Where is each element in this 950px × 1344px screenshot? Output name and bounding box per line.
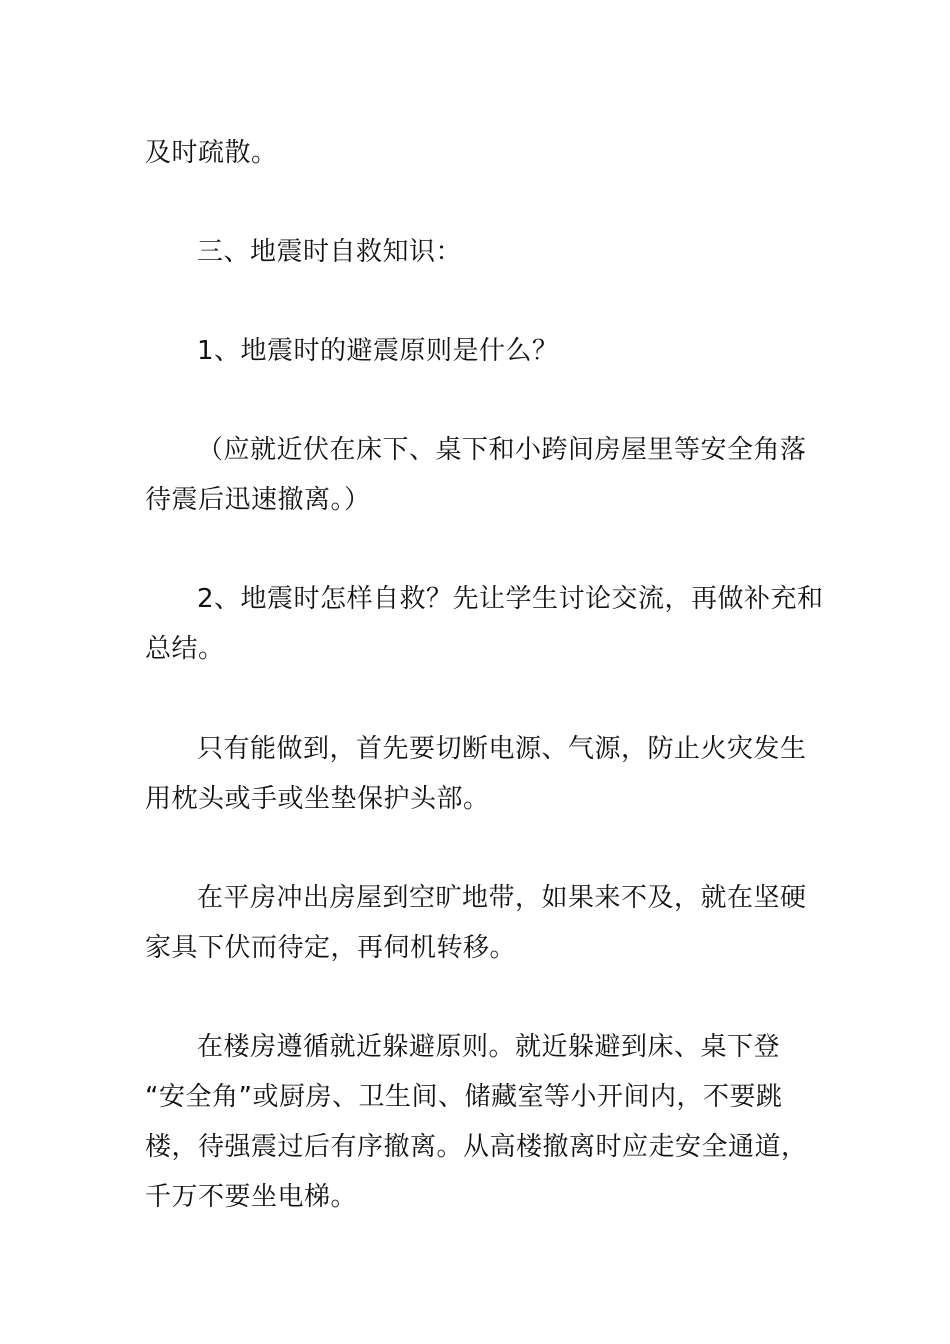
text-line: 千万不要坐电梯。 [145, 1182, 358, 1212]
text-line: 楼，待强震过后有序撤离。从高楼撤离时应走安全通道， [145, 1132, 808, 1162]
text-line: 用枕头或手或坐垫保护头部。 [145, 784, 490, 814]
question-heading: 1、地震时的避震原则是什么？ [197, 336, 559, 366]
text-line: 在楼房遵循就近躲避原则。就近躲避到床、桌下登 [197, 1032, 781, 1062]
text-line: 只有能做到，首先要切断电源、气源，防止火灾发生 [197, 734, 807, 764]
text-line: 待震后迅速撤离。） [145, 485, 371, 515]
text-line: 在平房冲出房屋到空旷地带，如果来不及，就在坚硬 [197, 883, 807, 913]
question-heading: 2、地震时怎样自救？先让学生讨论交流，再做补充和 [197, 584, 824, 614]
text-line: 总结。 [145, 634, 225, 664]
text-line: 家具下伏而待定，再伺机转移。 [145, 933, 517, 963]
section-heading: 三、地震时自救知识： [197, 237, 463, 267]
text-line: （应就近伏在床下、桌下和小跨间房屋里等安全角落 [197, 435, 807, 465]
text-line: “安全角”或厨房、卫生间、储藏室等小开间内，不要跳 [145, 1082, 783, 1112]
text-line: 及时疏散。 [145, 138, 278, 168]
